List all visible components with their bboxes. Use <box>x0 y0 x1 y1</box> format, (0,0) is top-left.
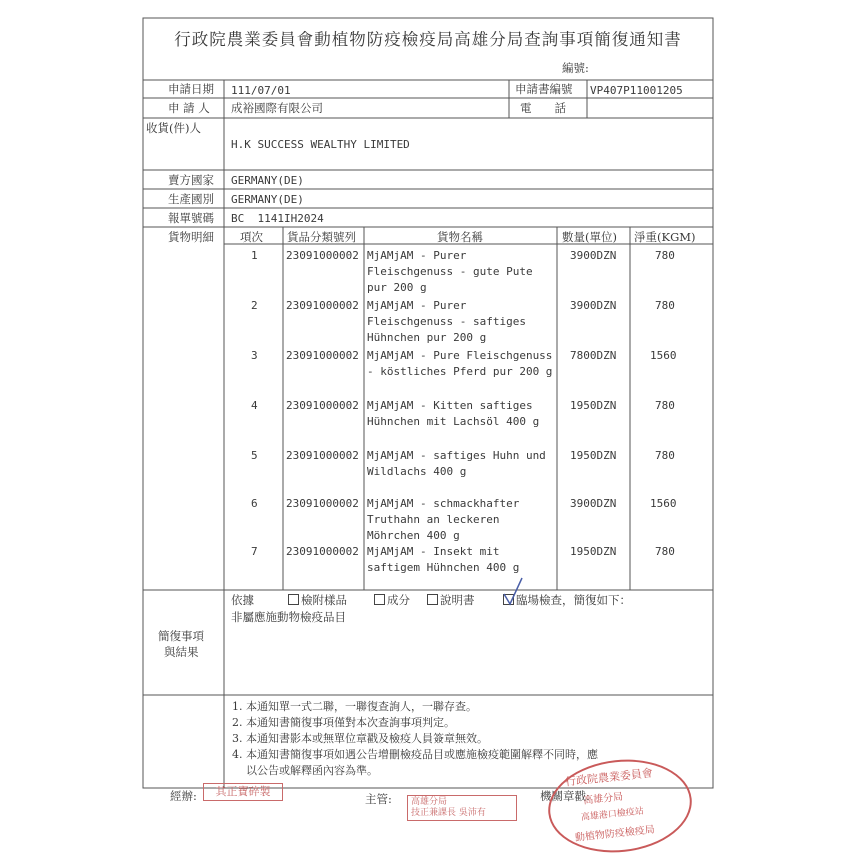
row-code: 23091000002 <box>286 249 359 262</box>
row-weight: 780 <box>655 449 675 462</box>
handler-label: 經辦: <box>170 789 197 803</box>
origin-label: 生產國別 <box>168 192 214 206</box>
option-manual-label: 說明書 <box>440 593 475 607</box>
row-name-line: - köstliches Pferd pur 200 g <box>367 365 553 378</box>
supervisor-label: 主管: <box>365 792 392 806</box>
row-code: 23091000002 <box>286 399 359 412</box>
row-no: 1 <box>251 249 258 262</box>
row-name-line: pur 200 g <box>367 281 427 294</box>
row-qty: 7800DZN <box>570 349 617 362</box>
supervisor-stamp-line2: 技正兼課長 吳沛有 <box>411 808 486 818</box>
consignee-label: 收貨(件)人 <box>146 121 201 135</box>
seller-country-value: GERMANY(DE) <box>231 174 304 187</box>
seal-label: 機關章戳: <box>540 789 590 803</box>
row-name-line: MjAMjAM - saftiges Huhn und <box>367 449 546 462</box>
row-name-line: Fleischgenuss - saftiges <box>367 315 526 328</box>
row-no: 7 <box>251 545 258 558</box>
row-no: 2 <box>251 299 258 312</box>
apply-no-value: VP407P11001205 <box>590 84 683 97</box>
row-no: 5 <box>251 449 258 462</box>
serial-label: 編號: <box>562 61 589 75</box>
row-name-line: MjAMjAM - Pure Fleischgenuss <box>367 349 553 362</box>
applicant-label: 申 請 人 <box>168 101 210 115</box>
row-name-line: Hühnchen pur 200 g <box>367 331 487 344</box>
option-inspection-label: 臨場檢查，簡復如下： <box>516 593 631 607</box>
handler-stamp: 其正寶碎製 <box>203 783 283 801</box>
apply-date-label: 申請日期 <box>168 82 214 96</box>
checkmark-icon <box>498 574 528 608</box>
applicant-value: 成裕國際有限公司 <box>231 101 323 115</box>
col-header-code: 貨品分類號列 <box>287 230 356 244</box>
row-weight: 1560 <box>650 497 677 510</box>
note-3: 3. 本通知書影本或無單位章戳及檢疫人員簽章無效。 <box>232 732 488 745</box>
col-header-name: 貨物名稱 <box>437 230 483 244</box>
phone-label: 電 話 <box>520 101 566 115</box>
row-qty: 1950DZN <box>570 545 617 558</box>
note-4: 4. 本通知書簡復事項如遇公告增刪檢疫品目或應施檢疫範圍解釋不同時，應 <box>232 748 598 761</box>
org-seal-line2: 動植物防疫檢疫局 <box>574 824 656 844</box>
row-name-line: saftigem Hühnchen 400 g <box>367 561 520 574</box>
checkbox-manual <box>427 594 438 605</box>
row-name-line: Fleischgenuss - gute Pute <box>367 265 533 278</box>
supervisor-stamp-line1: 高雄分局 <box>411 797 448 807</box>
row-weight: 780 <box>655 399 675 412</box>
reply-label-line2: 與結果 <box>164 645 199 659</box>
note-1: 1. 本通知單一式二聯，一聯復查詢人，一聯存查。 <box>232 700 477 713</box>
seller-country-label: 賣方國家 <box>168 173 214 187</box>
row-code: 23091000002 <box>286 299 359 312</box>
row-weight: 1560 <box>650 349 677 362</box>
note-5: 以公告或解釋函內容為準。 <box>232 764 378 777</box>
option-sample <box>288 594 347 607</box>
row-name-line: MjAMjAM - Purer <box>367 249 467 262</box>
row-no: 6 <box>251 497 258 510</box>
bill-no-value: BC 1141IH2024 <box>231 212 324 225</box>
supervisor-stamp <box>407 795 517 821</box>
row-code: 23091000002 <box>286 349 359 362</box>
col-header-weight: 淨重(KGM) <box>634 230 696 244</box>
goods-label: 貨物明細 <box>168 230 214 244</box>
basis-label: 依據 <box>231 593 254 607</box>
row-qty: 3900DZN <box>570 299 617 312</box>
origin-value: GERMANY(DE) <box>231 193 304 206</box>
row-code: 23091000002 <box>286 497 359 510</box>
row-name-line: MjAMjAM - schmackhafter <box>367 497 520 510</box>
checkbox-ingredient <box>374 594 385 605</box>
org-seal-line1: 行政院農業委員會 <box>564 766 654 789</box>
row-code: 23091000002 <box>286 449 359 462</box>
row-name-line: MjAMjAM - Insekt mit <box>367 545 500 558</box>
row-code: 23091000002 <box>286 545 359 558</box>
col-header-no: 項次 <box>240 230 263 244</box>
row-name-line: Wildlachs 400 g <box>367 465 467 478</box>
row-weight: 780 <box>655 249 675 262</box>
row-qty: 3900DZN <box>570 249 617 262</box>
bill-no-label: 報單號碼 <box>168 211 214 225</box>
row-no: 4 <box>251 399 258 412</box>
reply-label-line1: 簡復事項 <box>158 629 204 643</box>
consignee-value: H.K SUCCESS WEALTHY LIMITED <box>231 138 410 151</box>
col-header-qty: 數量(單位) <box>562 230 617 244</box>
option-sample-label: 檢附樣品 <box>301 593 347 607</box>
row-no: 3 <box>251 349 258 362</box>
row-name-line: Hühnchen mit Lachsöl 400 g <box>367 415 540 428</box>
row-qty: 1950DZN <box>570 399 617 412</box>
row-name-line: MjAMjAM - Kitten saftiges <box>367 399 533 412</box>
checkbox-sample <box>288 594 299 605</box>
apply-date-value: 111/07/01 <box>231 84 291 97</box>
row-weight: 780 <box>655 299 675 312</box>
row-name-line: MjAMjAM - Purer <box>367 299 467 312</box>
option-ingredient <box>374 594 410 607</box>
row-weight: 780 <box>655 545 675 558</box>
note-2: 2. 本通知書簡復事項僅對本次查詢事項判定。 <box>232 716 455 729</box>
reply-result: 非屬應施動物檢疫品目 <box>231 610 346 624</box>
option-manual <box>427 594 475 607</box>
org-seal-line4: 高雄港口檢疫站 <box>580 806 645 824</box>
org-seal-line3: 高雄分局 <box>582 791 624 807</box>
row-qty: 3900DZN <box>570 497 617 510</box>
row-name-line: Truthahn an leckeren <box>367 513 500 526</box>
row-qty: 1950DZN <box>570 449 617 462</box>
apply-no-label: 申請書編號 <box>515 82 573 96</box>
row-name-line: Möhrchen 400 g <box>367 529 460 542</box>
option-ingredient-label: 成分 <box>387 593 410 607</box>
document-title: 行政院農業委員會動植物防疫檢疫局高雄分局查詢事項簡復通知書 <box>174 30 682 49</box>
